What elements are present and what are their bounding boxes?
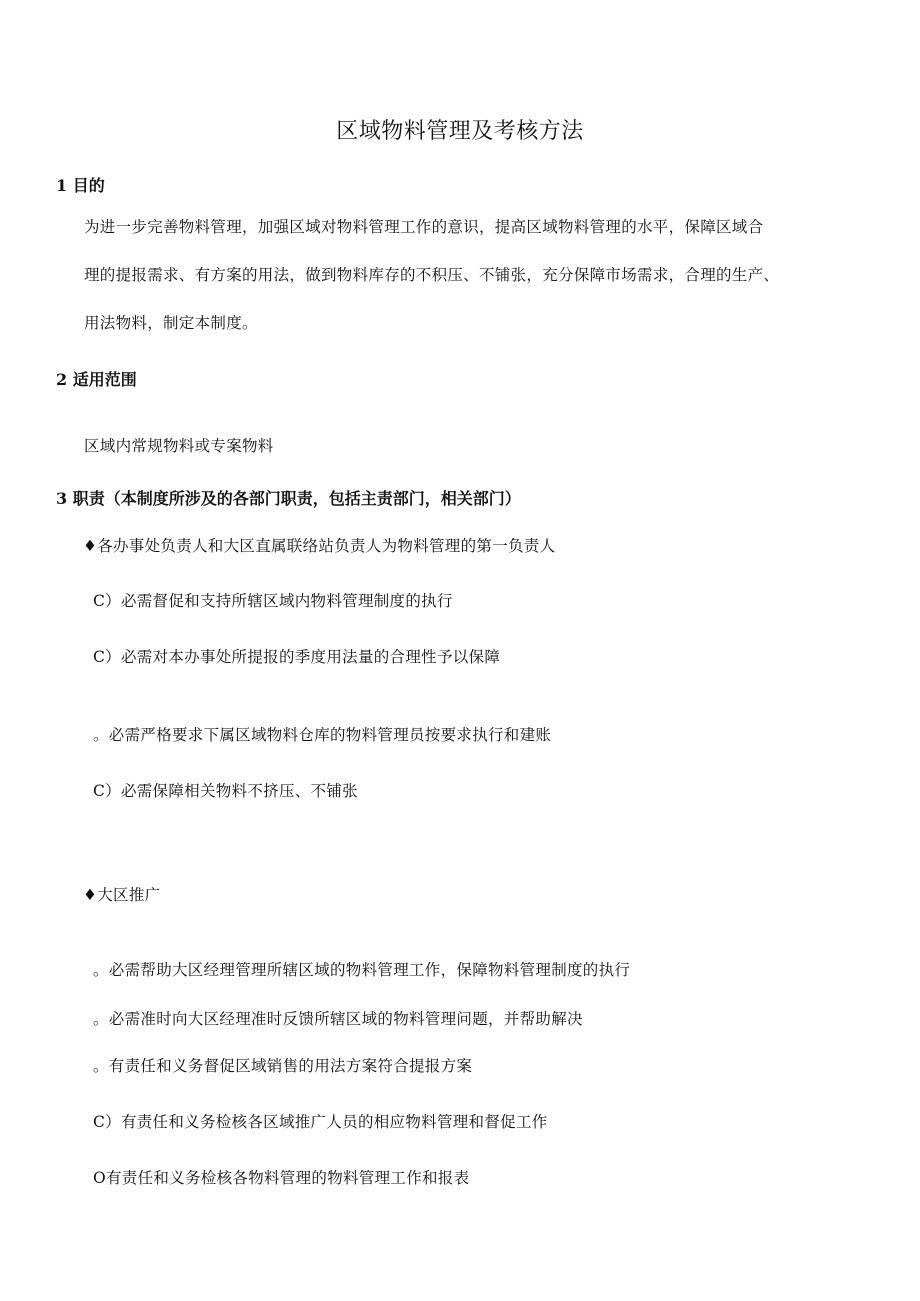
paragraph-line: 用法物料，制定本制度。 (84, 314, 258, 332)
document-title: 区域物料管理及考核方法 (336, 119, 584, 144)
list-item: O有责任和义务检核各物料管理的物料管理工作和报表 (93, 1169, 470, 1187)
list-item: 。有责任和义务督促区域销售的用法方案符合提报方案 (93, 1057, 473, 1075)
paragraph-line: 区域内常规物料或专案物料 (84, 437, 274, 455)
bullet-heading-office-heads: ♦各办事处负责人和大区直属联络站负责人为物料管理的第一负责人 (83, 537, 556, 555)
paragraph-line: 理的提报需求、有方案的用法，做到物料库存的不积压、不铺张，充分保障市场需求，合理的生产、 (84, 266, 780, 284)
list-item: C）必需保障相关物料不挤压、不铺张 (93, 782, 358, 800)
section-heading-scope: 2 适用范围 (56, 370, 137, 389)
section-heading-purpose: 1 目的 (56, 176, 105, 195)
list-item: C）必需督促和支持所辖区域内物料管理制度的执行 (93, 592, 453, 610)
list-item: 。必需严格要求下属区域物料仓库的物料管理员按要求执行和建账 (93, 726, 552, 744)
list-item: 。必需帮助大区经理管理所辖区域的物料管理工作，保障物料管理制度的执行 (93, 961, 631, 979)
paragraph-line: 为进一步完善物料管理，加强区域对物料管理工作的意识，提高区域物料管理的水平，保障区域合 (84, 218, 764, 236)
section-heading-responsibilities: 3 职责（本制度所涉及的各部门职责，包括主责部门，相关部门） (56, 489, 521, 508)
list-item: C）有责任和义务检核各区域推广人员的相应物料管理和督促工作 (93, 1113, 548, 1131)
list-item: C）必需对本办事处所提报的季度用法量的合理性予以保障 (93, 648, 501, 666)
list-item: 。必需准时向大区经理准时反馈所辖区域的物料管理问题，并帮助解决 (93, 1010, 583, 1028)
bullet-heading-regional-promotion: ♦大区推广 (83, 886, 161, 904)
